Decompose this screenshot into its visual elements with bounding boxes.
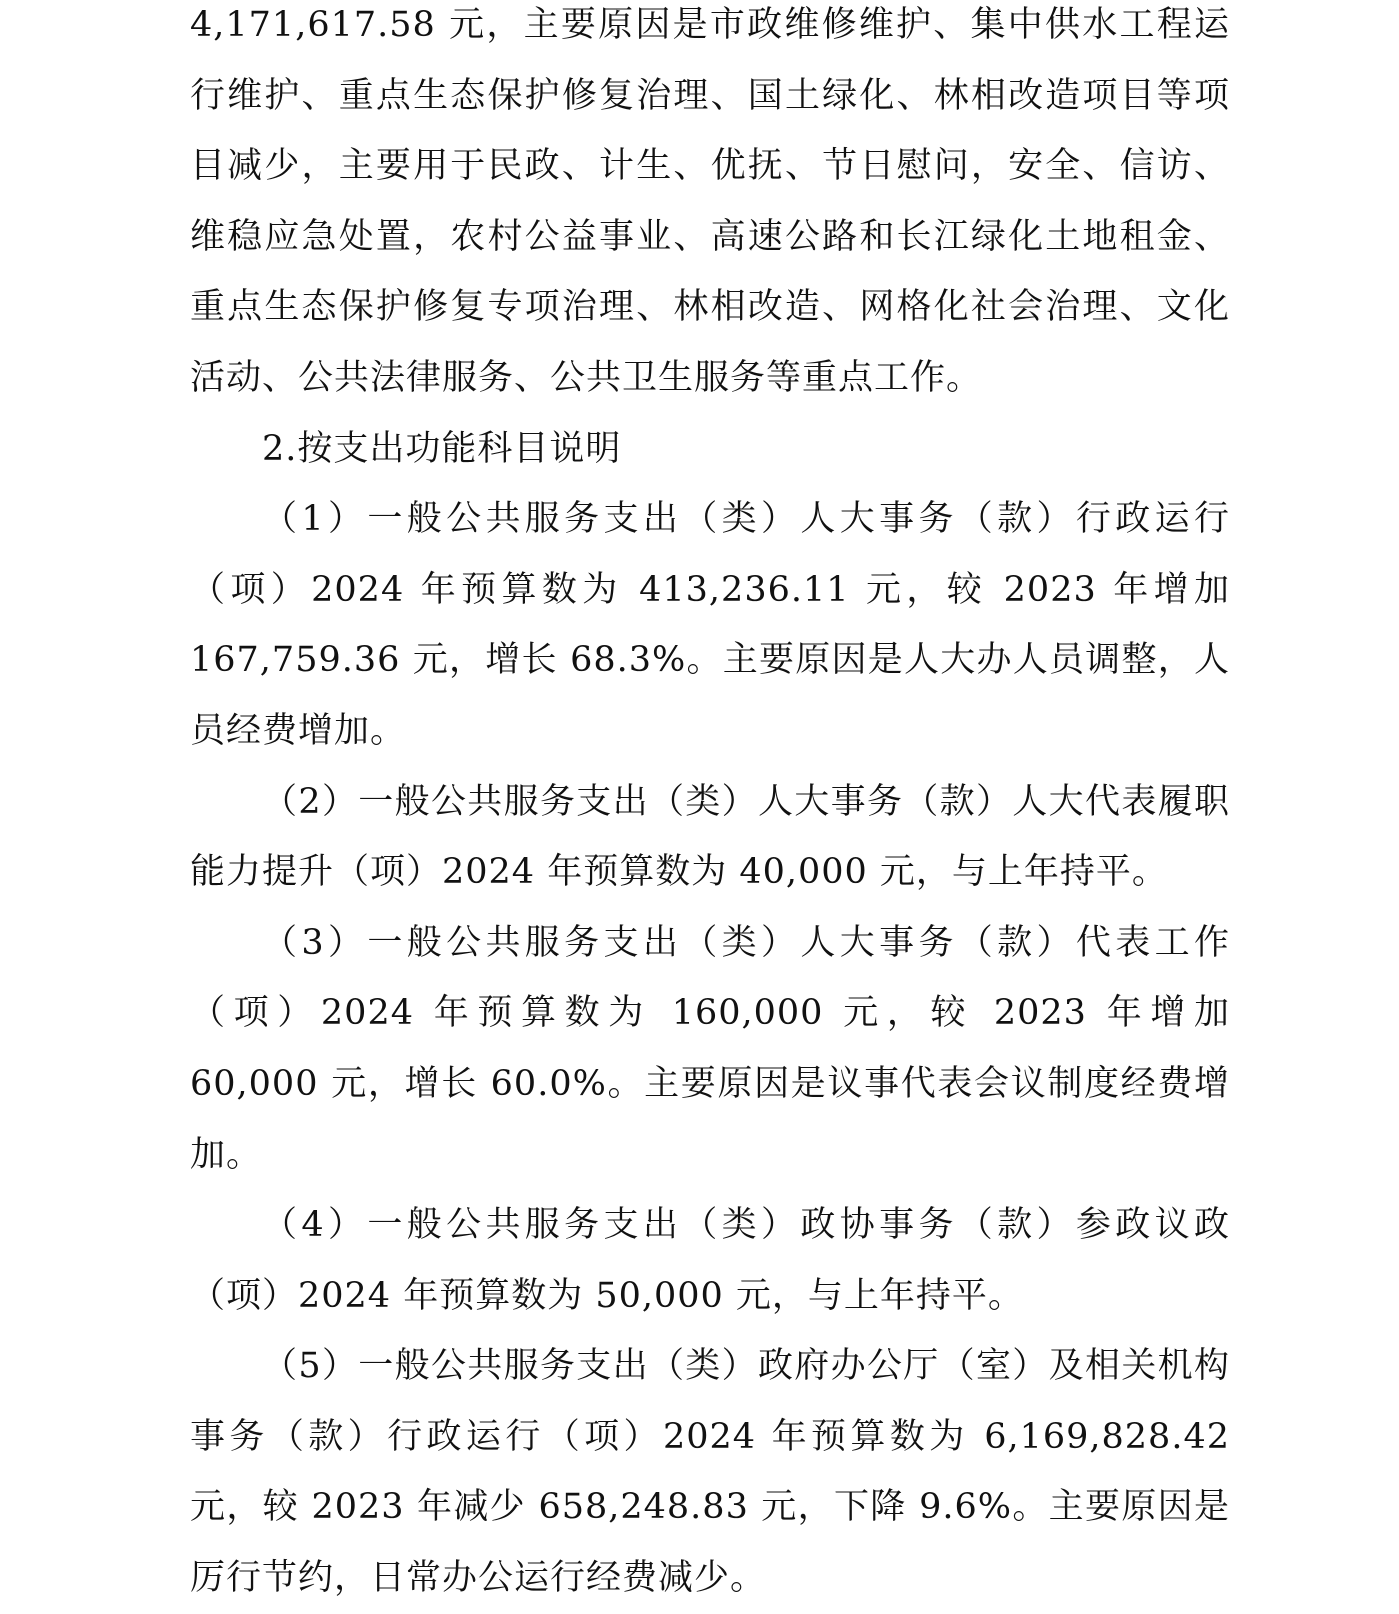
- paragraph-item-2: （2）一般公共服务支出（类）人大事务（款）人大代表履职能力提升（项）2024 年预算数为 40,000 元，与上年持平。: [190, 781, 1230, 893]
- paragraph-item-1: （1）一般公共服务支出（类）人大事务（款）行政运行（项）2024 年预算数为 413,236.11 元，较 2023 年增加 167,759.36 元，增长 68.3%。主要原因是人大办人员调整，人员经费增加。: [190, 499, 1230, 751]
- paragraph-item-4: （4）一般公共服务支出（类）政协事务（款）参政议政（项）2024 年预算数为 50,000 元，与上年持平。: [190, 1205, 1230, 1316]
- document-page: [190, 0, 1230, 1614]
- paragraph-continuation: 4,171,617.58 元，主要原因是市政维修维护、集中供水工程运行维护、重点生态保护修复治理、国土绿化、林相改造项目等项目减少，主要用于民政、计生、优抚、节日慰问，安全、信访、维稳应急处置，农村公益事业、高速公路和长江绿化土地租金、重点生态保护修复专项治理、林相改造、网格化社会治理、文化活动、公共法律服务、公共卫生服务等重点工作。: [190, 5, 1230, 398]
- section-heading: 2.按支出功能科目说明: [262, 428, 622, 469]
- paragraph-item-5: （5）一般公共服务支出（类）政府办公厅（室）及相关机构事务（款）行政运行（项）2024 年预算数为 6,169,828.42 元，较 2023 年减少 658,248.83 元，下降 9.6%。主要原因是厉行节约，日常办公运行经费减少。: [190, 1346, 1230, 1599]
- paragraph-item-3: （3）一般公共服务支出（类）人大事务（款）代表工作（项）2024 年预算数为 160,000 元，较 2023 年增加 60,000 元，增长 60.0%。主要原因是议事代表会议制度经费增加。: [190, 922, 1230, 1175]
